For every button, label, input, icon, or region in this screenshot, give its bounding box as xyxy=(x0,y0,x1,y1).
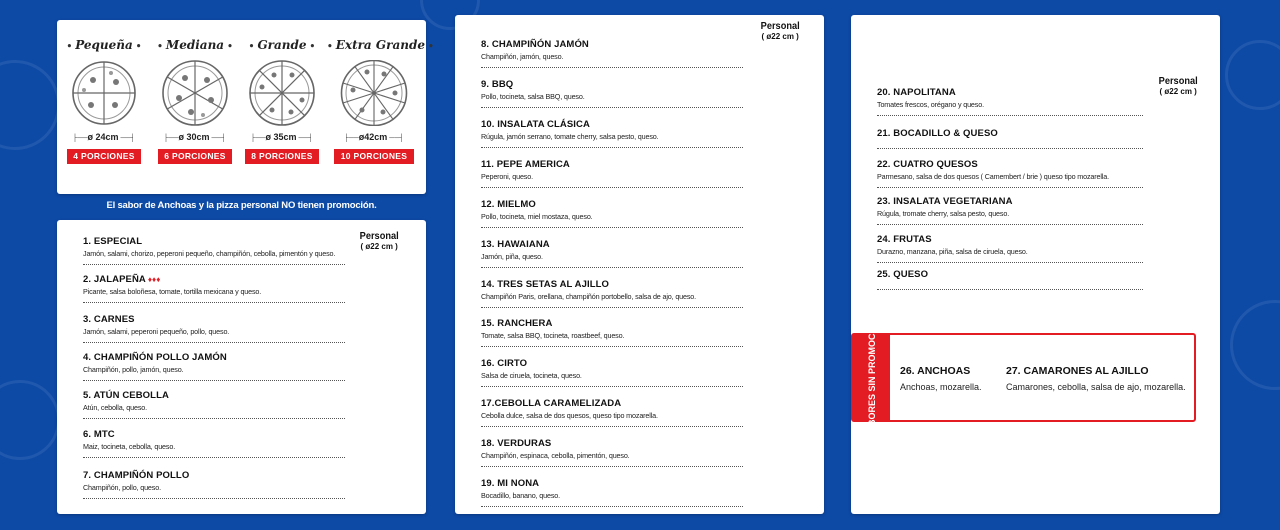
menu-item-name: 1. ESPECIAL xyxy=(83,236,143,247)
diameter-label: ├── ø 30cm ──┤ xyxy=(150,132,240,142)
promo-item-desc: Anchoas, mozarella. xyxy=(900,382,982,392)
dotted-divider xyxy=(877,115,1143,116)
menu-item-desc: Jamón, salami, peperoni pequeño, pollo, queso. xyxy=(83,327,230,336)
menu-item-name: 21. BOCADILLO & QUESO xyxy=(877,128,998,139)
menu-card-3 xyxy=(851,15,1220,514)
dotted-divider xyxy=(877,187,1143,188)
menu-item-name: 16. CIRTO xyxy=(481,358,528,369)
menu-item-desc: Maiz, tocineta, cebolla, queso. xyxy=(83,442,176,451)
menu-item xyxy=(481,358,743,387)
diameter-label: ├── ø42cm ──┤ xyxy=(324,132,424,142)
promo-item xyxy=(900,365,982,392)
menu-item xyxy=(481,478,743,507)
promo-item-desc: Camarones, cebolla, salsa de ajo, mozarella. xyxy=(1006,382,1186,392)
menu-item xyxy=(877,196,1143,225)
menu-item-name-text: 2. JALAPEÑA xyxy=(83,274,146,285)
size-name: • Pequeña • xyxy=(59,38,149,52)
dotted-divider xyxy=(481,506,743,507)
menu-item-name: 10. INSALATA CLÁSICA xyxy=(481,119,590,130)
menu-item-name: 14. TRES SETAS AL AJILLO xyxy=(481,279,610,290)
personal-diameter: ( ø22 cm ) xyxy=(1159,87,1197,96)
size-option-small xyxy=(59,38,149,164)
personal-size-label xyxy=(1156,75,1200,96)
menu-item xyxy=(481,438,743,467)
menu-item-desc: Picante, salsa boloñesa, tomate, tortilla mexicana y queso. xyxy=(83,287,262,296)
diameter-label: ├── ø 35cm ──┤ xyxy=(237,132,327,142)
menu-item xyxy=(481,279,743,308)
dotted-divider xyxy=(481,187,743,188)
dotted-divider xyxy=(481,227,743,228)
dotted-divider xyxy=(481,67,743,68)
menu-item-name: 22. CUATRO QUESOS xyxy=(877,159,978,170)
menu-item-name: 8. CHAMPIÑÓN JAMÓN xyxy=(481,39,589,50)
dotted-divider xyxy=(877,148,1143,149)
menu-item xyxy=(481,39,743,68)
menu-item-desc: Pollo, tocineta, salsa BBQ, queso. xyxy=(481,92,585,101)
menu-item-desc: Cebolla dulce, salsa de dos quesos, queso tipo mozarella. xyxy=(481,411,658,420)
menu-item-desc: Durazno, manzana, piña, salsa de ciruela, queso. xyxy=(877,247,1028,256)
menu-item xyxy=(481,239,743,268)
menu-item-name: 24. FRUTAS xyxy=(877,234,932,245)
menu-item-desc: Champiñón, espinaca, cebolla, pimentón, queso. xyxy=(481,451,630,460)
menu-item xyxy=(481,318,743,347)
menu-item xyxy=(83,470,345,499)
promo-item xyxy=(1006,365,1186,392)
portions-badge: 10 PORCIONES xyxy=(334,149,414,164)
dotted-divider xyxy=(481,426,743,427)
portions-badge: 8 PORCIONES xyxy=(245,149,319,164)
pizza-sizes-card xyxy=(57,20,426,194)
chili-pepper-icon: ♦♦♦ xyxy=(147,275,161,284)
menu-item xyxy=(83,352,345,381)
dotted-divider xyxy=(877,224,1143,225)
menu-card-1 xyxy=(57,220,426,514)
dotted-divider xyxy=(877,289,1143,290)
menu-item-desc: Champiñón Paris, orellana, champiñón portobello, salsa de ajo, queso. xyxy=(481,292,696,301)
size-name: • Mediana • xyxy=(150,38,240,52)
portions-badge: 6 PORCIONES xyxy=(158,149,232,164)
dotted-divider xyxy=(481,147,743,148)
menu-item xyxy=(83,390,345,419)
size-option-large xyxy=(237,38,327,164)
background-doodle xyxy=(1230,300,1280,390)
menu-item xyxy=(481,119,743,148)
menu-item-desc: Jamón, piña, queso. xyxy=(481,252,543,261)
no-promotion-tag xyxy=(853,316,890,439)
promo-item-name: 27. CAMARONES AL AJILLO xyxy=(1006,365,1149,377)
menu-item-desc: Parmesano, salsa de dos quesos ( Camembert / brie ) queso tipo mozarella. xyxy=(877,172,1109,181)
dotted-divider xyxy=(481,346,743,347)
personal-label: Personal xyxy=(359,230,399,242)
pizza-slices-icon xyxy=(244,60,320,126)
dotted-divider xyxy=(83,498,345,499)
menu-item xyxy=(83,274,345,303)
size-option-medium xyxy=(150,38,240,164)
menu-item-name: 7. CHAMPIÑÓN POLLO xyxy=(83,470,190,481)
menu-item xyxy=(481,159,743,188)
menu-item-desc: Champiñón, pollo, jamón, queso. xyxy=(83,365,184,374)
menu-item-name: 19. MI NONA xyxy=(481,478,540,489)
menu-item-name: 18. VERDURAS xyxy=(481,438,552,449)
menu-item-name: 15. RANCHERA xyxy=(481,318,553,329)
no-promotion-box xyxy=(851,316,1196,439)
menu-item-name: 13. HAWAIANA xyxy=(481,239,550,250)
promo-note: El sabor de Anchoas y la pizza personal NO tienen promoción. xyxy=(106,200,377,211)
menu-item-name: 17.CEBOLLA CARAMELIZADA xyxy=(481,398,622,409)
menu-item xyxy=(481,398,743,427)
background-doodle xyxy=(0,60,60,150)
menu-item xyxy=(481,79,743,108)
menu-item-desc: Rúgula, tromate cherry, salsa pesto, queso. xyxy=(877,209,1010,218)
diameter-label: ├── ø 24cm ──┤ xyxy=(59,132,149,142)
menu-item-name: 12. MIELMO xyxy=(481,199,536,210)
menu-item-desc: Atún, cebolla, queso. xyxy=(83,403,147,412)
menu-item-name: 23. INSALATA VEGETARIANA xyxy=(877,196,1013,207)
promo-item-name: 26. ANCHOAS xyxy=(900,365,971,377)
menu-item-name: 6. MTC xyxy=(83,429,115,440)
menu-item xyxy=(83,429,345,458)
pizza-slices-icon xyxy=(71,60,137,126)
dotted-divider xyxy=(481,386,743,387)
size-name: • Grande • xyxy=(237,38,327,52)
menu-item-name: 3. CARNES xyxy=(83,314,135,325)
dotted-divider xyxy=(481,267,743,268)
menu-item xyxy=(481,199,743,228)
menu-item xyxy=(877,128,1143,149)
portions-badge: 4 PORCIONES xyxy=(67,149,141,164)
menu-item-name: 9. BBQ xyxy=(481,79,514,90)
dotted-divider xyxy=(83,418,345,419)
menu-item-name: 20. NAPOLITANA xyxy=(877,87,956,98)
dotted-divider xyxy=(877,262,1143,263)
dotted-divider xyxy=(481,107,743,108)
menu-item-name: 11. PEPE AMERICA xyxy=(481,159,570,170)
dotted-divider xyxy=(83,302,345,303)
menu-item xyxy=(877,269,1143,290)
menu-item xyxy=(877,87,1143,116)
personal-diameter: ( ø22 cm ) xyxy=(360,242,398,251)
dotted-divider xyxy=(83,264,345,265)
menu-card-2 xyxy=(455,15,824,514)
pizza-slices-icon xyxy=(159,60,231,126)
no-promotion-tag-label: SABORES SIN PROMOCIÓN xyxy=(866,316,877,439)
background-doodle xyxy=(1225,40,1280,110)
menu-item-desc: Champiñón, jamón, queso. xyxy=(481,52,564,61)
menu-item-desc: Champiñón, pollo, queso. xyxy=(83,483,161,492)
personal-size-label xyxy=(758,20,802,41)
menu-item-desc: Tomate, salsa BBQ, tocineta, roastbeef, queso. xyxy=(481,331,625,340)
dotted-divider xyxy=(83,342,345,343)
background-doodle xyxy=(0,380,60,460)
menu-item-desc: Peperoni, queso. xyxy=(481,172,533,181)
dotted-divider xyxy=(83,380,345,381)
menu-item-name: 25. QUESO xyxy=(877,269,929,280)
menu-item-name: 4. CHAMPIÑÓN POLLO JAMÓN xyxy=(83,352,227,363)
menu-item xyxy=(877,159,1143,188)
personal-label: Personal xyxy=(760,20,800,32)
menu-item-desc: Salsa de ciruela, tocineta, queso. xyxy=(481,371,582,380)
pizza-slices-icon xyxy=(329,60,419,126)
menu-item-desc: Rúgula, jamón serrano, tomate cherry, salsa pesto, queso. xyxy=(481,132,659,141)
dotted-divider xyxy=(83,457,345,458)
menu-item xyxy=(83,236,345,265)
personal-diameter: ( ø22 cm ) xyxy=(761,32,799,41)
menu-item-name xyxy=(83,274,345,285)
menu-item-desc: Jamón, salami, chorizo, peperoni pequeño, champiñón, cebolla, pimentón y queso. xyxy=(83,249,336,258)
personal-size-label xyxy=(357,230,401,251)
menu-item-desc: Bocadillo, banano, queso. xyxy=(481,491,560,500)
menu-item xyxy=(83,314,345,343)
menu-item-name: 5. ATÚN CEBOLLA xyxy=(83,390,169,401)
menu-item-desc: Pollo, tocineta, miel mostaza, queso. xyxy=(481,212,593,221)
dotted-divider xyxy=(481,466,743,467)
menu-item-desc: Tomates frescos, orégano y queso. xyxy=(877,100,984,109)
personal-label: Personal xyxy=(1158,75,1198,87)
menu-item xyxy=(877,234,1143,263)
size-option-extra-large xyxy=(324,38,424,164)
size-name: • Extra Grande • xyxy=(324,38,424,52)
dotted-divider xyxy=(481,307,743,308)
